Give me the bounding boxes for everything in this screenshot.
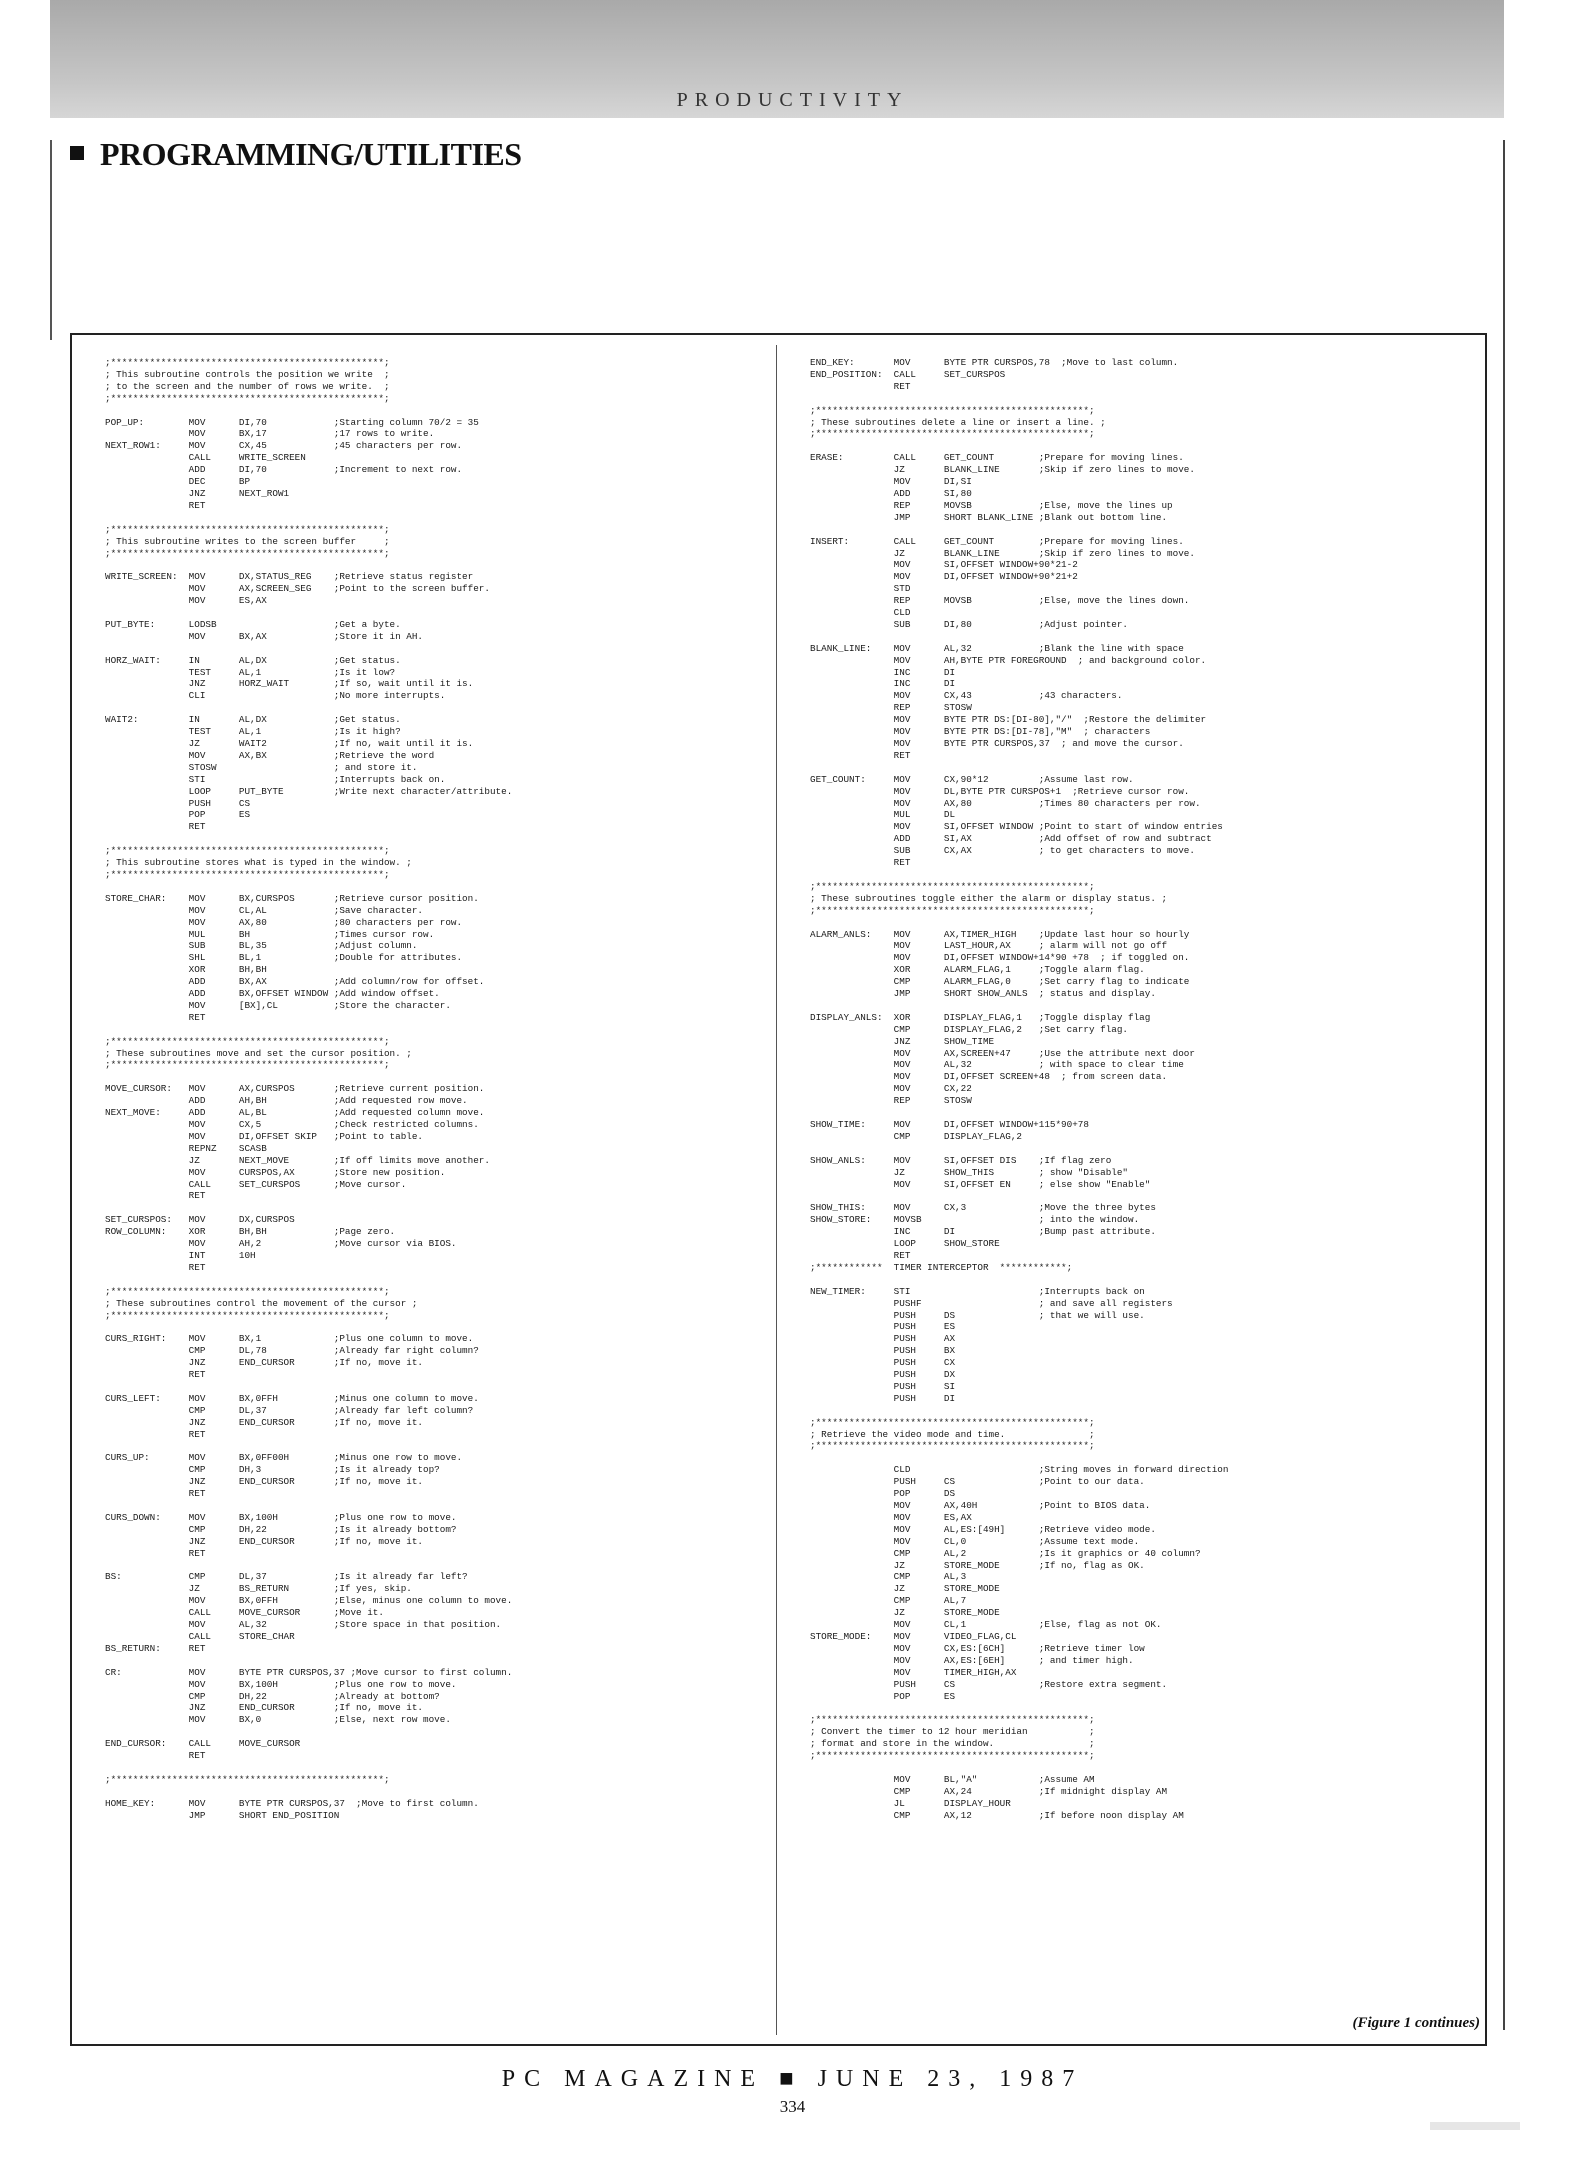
section-label: PRODUCTIVITY [676, 89, 909, 111]
corner-watermark [1430, 2122, 1520, 2130]
section-bullet-icon [70, 146, 84, 160]
page-number: 334 [779, 2097, 806, 2116]
code-listing-left-column: ;*************************************************; ; This subroutine controls the position we write ; ; to the screen and the number of rows we write. ; ;*************************************************; POP_UP: MOV DI,70 ;Starting column 70/2 = 35 MOV BX,17 ;17 rows to write. NEXT_ROW1: MOV CX,45 ;45 characters per row. CALL WRITE_SCREEN ADD DI,70 ;Increment to next row. DEC BP JNZ NEXT_ROW1 RET ;*************************************************; ; This subroutine writes to the screen buffer ; ;*************************************************; WRITE_SCREEN: MOV DX,STATUS_REG ;Retrieve status register MOV AX,SCREEN_SEG ;Point to the screen buffer. MOV ES,AX PUT_BYTE: LODSB ;Get a byte. MOV BX,AX ;Store it in AH. HORZ_WAIT: IN AL,DX ;Get status. TEST AL,1 ;Is it low? JNZ HORZ_WAIT ;If so, wait until it is. CLI ;No more interrupts. WAIT2: IN AL,DX ;Get status. TEST AL,1 ;Is it high? JZ WAIT2 ;If no, wait until it is. MOV AX,BX ;Retrieve the word STOSW ; and store it. STI ;Interrupts back on. LOOP PUT_BYTE ;Write next character/attribute. PUSH CS POP ES RET ;*************************************************; ; This subroutine stores what is typed in the window. ; ;*************************************************; STORE_CHAR: MOV BX,CURSPOS ;Retrieve cursor position. MOV CL,AL ;Save character. MOV AX,80 ;80 characters per row. MUL BH ;Times cursor row. SUB BL,35 ;Adjust column. SHL BL,1 ;Double for attributes. XOR BH,BH ADD BX,AX ;Add column/row for offset. ADD BX,OFFSET WINDOW ;Add window offset. MOV [BX],CL ;Store the character. RET ;*************************************************; ; These subroutines move and set the cursor position. ; ;*************************************************; MOVE_CURSOR: MOV AX,CURSPOS ;Retrieve current position. ADD AH,BH ;Add requested row move. NEXT_MOVE: ADD AL,BL ;Add requested column move. MOV CX,5 ;Check restricted columns. MOV DI,OFFSET SKIP ;Point to table. REPNZ SCASB JZ NEXT_MOVE ;If off limits move another. MOV CURSPOS,AX ;Store new position. CALL SET_CURSPOS ;Move cursor. RET SET_CURSPOS: MOV DX,CURSPOS ROW_COLUMN: XOR BH,BH ;Page zero. MOV AH,2 ;Move cursor via BIOS. INT 10H RET ;*************************************************; ; These subroutines control the movement of the cursor ; ;*************************************************; CURS_RIGHT: MOV BX,1 ;Plus one column to move. CMP DL,78 ;Already far right column? JNZ END_CURSOR ;If no, move it. RET CURS_LEFT: MOV BX,0FFH ;Minus one column to move. CMP DL,37 ;Already far left column? JNZ END_CURSOR ;If no, move it. RET CURS_UP: MOV BX,0FF00H ;Minus one row to move. CMP DH,3 ;Is it already top? JNZ END_CURSOR ;If no, move it. RET CURS_DOWN: MOV BX,100H ;Plus one row to move. CMP DH,22 ;Is it already bottom? JNZ END_CURSOR ;If no, move it. RET BS: CMP DL,37 ;Is it already far left? JZ BS_RETURN ;If yes, skip. MOV BX,0FFH ;Else, minus one column to move. CALL MOVE_CURSOR ;Move it. MOV AL,32 ;Store space in that position. CALL STORE_CHAR BS_RETURN: RET CR: MOV BYTE PTR CURSPOS,37 ;Move cursor to first column. MOV BX,100H ;Plus one row to move. CMP DH,22 ;Already at bottom? JNZ END_CURSOR ;If no, move it. MOV BX,0 ;Else, next row move. END_CURSOR: CALL MOVE_CURSOR RET ;*************************************************; HOME_KEY: MOV BYTE PTR CURSPOS,37 ;Move to first column. JMP SHORT END_POSITION [105, 357, 513, 1821]
left-border-rule [50, 140, 52, 340]
footer-magazine-title: PC MAGAZINE ■ JUNE 23, 1987 [501, 2066, 1084, 2092]
figure-continues-note: (Figure 1 continues) [1352, 2015, 1480, 2031]
column-divider [776, 345, 777, 2035]
right-border-rule [1503, 140, 1505, 2030]
section-title: PROGRAMMING/UTILITIES [100, 136, 522, 172]
code-listing-right-column: END_KEY: MOV BYTE PTR CURSPOS,78 ;Move to last column. END_POSITION: CALL SET_CURSPOS RET ;*************************************************; ; These subroutines delete a line or insert a line. ; ;*************************************************; ERASE: CALL GET_COUNT ;Prepare for moving lines. JZ BLANK_LINE ;Skip if zero lines to move. MOV DI,SI ADD SI,80 REP MOVSB ;Else, move the lines up JMP SHORT BLANK_LINE ;Blank out bottom line. INSERT: CALL GET_COUNT ;Prepare for moving lines. JZ BLANK_LINE ;Skip if zero lines to move. MOV SI,OFFSET WINDOW+90*21-2 MOV DI,OFFSET WINDOW+90*21+2 STD REP MOVSB ;Else, move the lines down. CLD SUB DI,80 ;Adjust pointer. BLANK_LINE: MOV AL,32 ;Blank the line with space MOV AH,BYTE PTR FOREGROUND ; and background color. INC DI INC DI MOV CX,43 ;43 characters. REP STOSW MOV BYTE PTR DS:[DI-80],"/" ;Restore the delimiter MOV BYTE PTR DS:[DI-78],"M" ; characters MOV BYTE PTR CURSPOS,37 ; and move the cursor. RET GET_COUNT: MOV CX,90*12 ;Assume last row. MOV DL,BYTE PTR CURSPOS+1 ;Retrieve cursor row. MOV AX,80 ;Times 80 characters per row. MUL DL MOV SI,OFFSET WINDOW ;Point to start of window entries ADD SI,AX ;Add offset of row and subtract SUB CX,AX ; to get characters to move. RET ;*************************************************; ; These subroutines toggle either the alarm or display status. ; ;*************************************************; ALARM_ANLS: MOV AX,TIMER_HIGH ;Update last hour so hourly MOV LAST_HOUR,AX ; alarm will not go off MOV DI,OFFSET WINDOW+14*90 +78 ; if toggled on. XOR ALARM_FLAG,1 ;Toggle alarm flag. CMP ALARM_FLAG,0 ;Set carry flag to indicate JMP SHORT SHOW_ANLS ; status and display. DISPLAY_ANLS: XOR DISPLAY_FLAG,1 ;Toggle display flag CMP DISPLAY_FLAG,2 ;Set carry flag. JNZ SHOW_TIME MOV AX,SCREEN+47 ;Use the attribute next door MOV AL,32 ; with space to clear time MOV DI,OFFSET SCREEN+48 ; from screen data. MOV CX,22 REP STOSW SHOW_TIME: MOV DI,OFFSET WINDOW+115*90+78 CMP DISPLAY_FLAG,2 SHOW_ANLS: MOV SI,OFFSET DIS ;If flag zero JZ SHOW_THIS ; show "Disable" MOV SI,OFFSET EN ; else show "Enable" SHOW_THIS: MOV CX,3 ;Move the three bytes SHOW_STORE: MOVSB ; into the window. INC DI ;Bump past attribute. LOOP SHOW_STORE RET ;************ TIMER INTERCEPTOR ************; NEW_TIMER: STI ;Interrupts back on PUSHF ; and save all registers PUSH DS ; that we will use. PUSH ES PUSH AX PUSH BX PUSH CX PUSH DX PUSH SI PUSH DI ;*************************************************; ; Retrieve the video mode and time. ; ;*************************************************; CLD ;String moves in forward direction PUSH CS ;Point to our data. POP DS MOV AX,40H ;Point to BIOS data. MOV ES,AX MOV AL,ES:[49H] ;Retrieve video mode. MOV CL,0 ;Assume text mode. CMP AL,2 ;Is it graphics or 40 column? JZ STORE_MODE ;If no, flag as OK. CMP AL,3 JZ STORE_MODE CMP AL,7 JZ STORE_MODE MOV CL,1 ;Else, flag as not OK. STORE_MODE: MOV VIDEO_FLAG,CL MOV CX,ES:[6CH] ;Retrieve timer low MOV AX,ES:[6EH] ; and timer high. MOV TIMER_HIGH,AX PUSH CS ;Restore extra segment. POP ES ;*************************************************; ; Convert the timer to 12 hour meridian ; ; format and store in the window. ; ;*************************************************; MOV BL,"A" ;Assume AM CMP AX,24 ;If midnight display AM JL DISPLAY_HOUR CMP AX,12 ;If before noon display AM [810, 357, 1229, 1821]
